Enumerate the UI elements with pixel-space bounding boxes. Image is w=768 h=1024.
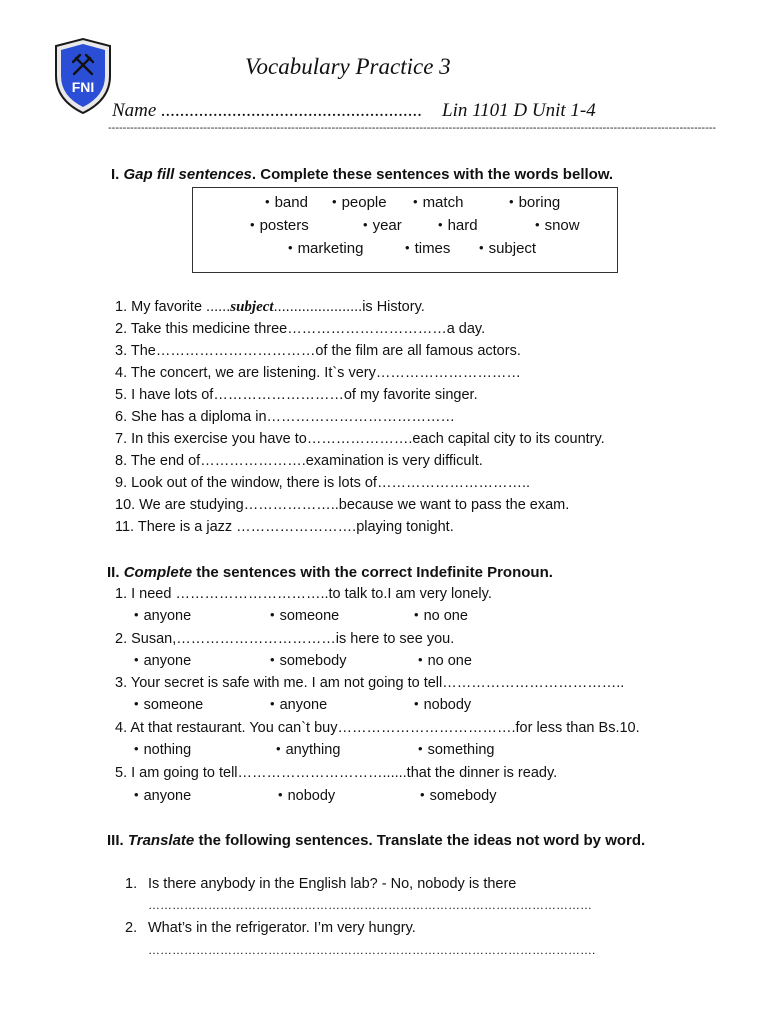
word-bank-item: • band [265,194,308,211]
word-bank-item: • subject [479,240,536,257]
option-item[interactable]: • somebody [270,653,346,669]
name-field[interactable]: Name ....................................................... [112,100,423,121]
option-item[interactable]: • nothing [134,742,191,758]
word-bank-item: • hard [438,217,478,234]
pronoun-question-1: 1. I need …………………………..to talk to.I am very lonely. [115,586,492,602]
option-item[interactable]: • nobody [278,788,335,804]
gap-sentence-2: 2. Take this medicine three……………………………a day. [115,321,486,337]
option-item[interactable]: • no one [414,608,468,624]
divider: ---------------------------------------------------------------------------------------------------------------------------------------------------------------------- [108,122,717,134]
option-item[interactable]: • somebody [420,788,496,804]
word-bank-item: • boring [509,194,560,211]
gap-sentence-5: 5. I have lots of………………………of my favorite singer. [115,387,478,403]
gap-sentence-1: 1. My favorite ......subject......................is History. [115,299,425,315]
section-1-heading: I. Gap fill sentences. Complete these sentences with the words bellow. [111,166,614,183]
option-item[interactable]: • something [418,742,494,758]
svg-text:FNI: FNI [71,79,95,95]
pronoun-question-4: 4. At that restaurant. You can`t buy……………………………….for less than Bs.10. [115,720,640,736]
word-bank-item: • times [405,240,450,257]
translate-sentence-2: What’s in the refrigerator. I’m very hungry. [148,920,416,936]
answer-line-1[interactable]: ………………………………………………………………………………………………… [148,898,592,912]
word-bank-item: • match [413,194,463,211]
translate-sentence-1: Is there anybody in the English lab? - No, nobody is there [148,876,517,892]
option-item[interactable]: • no one [418,653,472,669]
gap-sentence-7: 7. In this exercise you have to………………….each capital city to its country. [115,431,605,447]
option-item[interactable]: • someone [134,697,203,713]
option-item[interactable]: • nobody [414,697,471,713]
option-item[interactable]: • anyone [270,697,327,713]
pronoun-question-2: 2. Susan,……………………………is here to see you. [115,631,455,647]
gap-sentence-10: 10. We are studying………………..because we want to pass the exam. [115,497,570,513]
option-item[interactable]: • anyone [134,608,191,624]
option-item[interactable]: • anything [276,742,340,758]
word-bank-item: • marketing [288,240,363,257]
word-bank-item: • year [363,217,402,234]
word-bank-item: • posters [250,217,309,234]
word-bank-item: • people [332,194,387,211]
gap-sentence-4: 4. The concert, we are listening. It`s very………………………… [115,365,521,381]
translate-number-1: 1. [125,876,138,892]
gap-sentence-9: 9. Look out of the window, there is lots of………………………….. [115,475,531,491]
filled-answer: subject [230,299,274,315]
gap-sentence-8: 8. The end of………………….examination is very difficult. [115,453,483,469]
word-bank-item: • snow [535,217,580,234]
pronoun-question-3: 3. Your secret is safe with me. I am not going to tell……………………………….. [115,675,625,691]
option-item[interactable]: • anyone [134,653,191,669]
page-title: Vocabulary Practice 3 [245,54,451,79]
gap-sentence-3: 3. The……………………………of the film are all famous actors. [115,343,521,359]
word-bank-box [192,187,618,273]
option-item[interactable]: • someone [270,608,339,624]
option-item[interactable]: • anyone [134,788,191,804]
section-2-heading: II. Complete the sentences with the correct Indefinite Pronoun. [107,564,553,581]
pronoun-question-5: 5. I am going to tell…………………………......that the dinner is ready. [115,765,558,781]
unit-label: Lin 1101 D Unit 1-4 [442,100,596,121]
translate-number-2: 2. [125,920,138,936]
section-3-heading: III. Translate the following sentences. Translate the ideas not word by word. [107,832,646,849]
answer-line-2[interactable]: …………………………………………………………………………………………………. [148,943,596,957]
gap-sentence-6: 6. She has a diploma in………………………………… [115,409,456,425]
fni-shield-logo [52,36,114,116]
gap-sentence-11: 11. There is a jazz …………………….playing tonight. [115,519,454,535]
